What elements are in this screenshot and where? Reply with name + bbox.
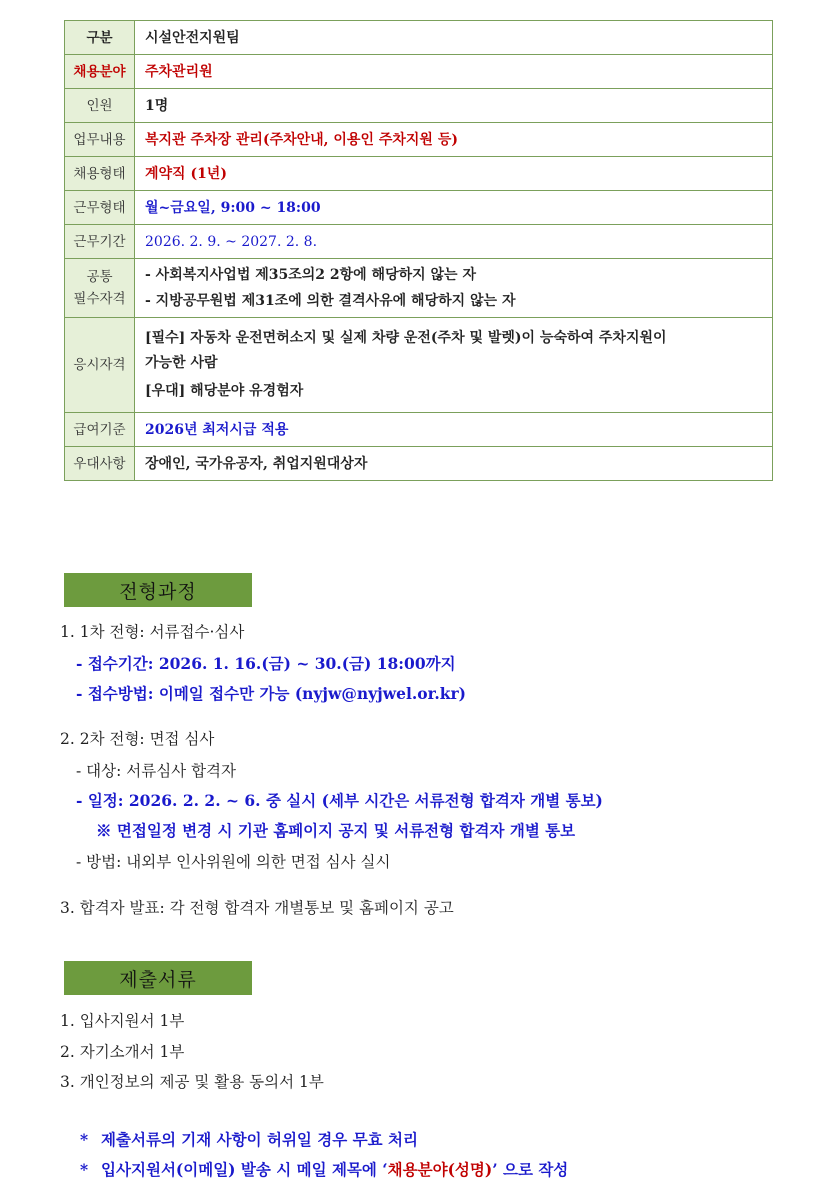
table-row xyxy=(65,191,773,225)
row-label: 근무기간 xyxy=(65,225,135,259)
row-label: 근무형태 xyxy=(65,191,135,225)
table-row xyxy=(65,413,773,447)
row-value: 1명 xyxy=(135,89,773,123)
recruitment-info-table xyxy=(64,20,773,481)
row-label-line: 필수자격 xyxy=(73,291,126,307)
table-row xyxy=(65,318,773,413)
qualification-line: - 지방공무원법 제31조에 의한 결격사유에 해당하지 않는 자 xyxy=(145,293,516,309)
process-step-1-method: - 접수방법: 이메일 접수만 가능 (nyjw@nyjwel.or.kr) xyxy=(76,684,466,703)
process-step-1-period: - 접수기간: 2026. 1. 16.(금) ~ 30.(금) 18:00까지 xyxy=(76,654,456,673)
row-value xyxy=(135,318,773,413)
row-value: 계약직 (1년) xyxy=(135,157,773,191)
row-label: 구분 xyxy=(65,21,135,55)
process-step-2-target: - 대상: 서류심사 합격자 xyxy=(76,762,236,780)
row-value: 2026. 2. 9. ~ 2027. 2. 8. xyxy=(135,225,773,259)
requirement-line: [필수] 자동차 운전면허소지 및 실제 차량 운전(주차 및 발렛)이 능숙하여 주차지원이 xyxy=(145,330,667,346)
row-label: 우대사항 xyxy=(65,447,135,481)
row-label: 급여기준 xyxy=(65,413,135,447)
requirement-line: 가능한 사람 xyxy=(145,355,218,371)
process-step-2-schedule: - 일정: 2026. 2. 2. ~ 6. 중 실시 (세부 시간은 서류전형 합격자 개별 통보) xyxy=(76,791,603,810)
row-label: 인원 xyxy=(65,89,135,123)
process-step-2-note: ※ 면접일정 변경 시 기관 홈페이지 공지 및 서류전형 합격자 개별 통보 xyxy=(96,821,576,840)
row-value xyxy=(135,259,773,318)
note-highlight: 채용분야(성명) xyxy=(387,1160,493,1179)
row-value: 복지관 주차장 관리(주차안내, 이용인 주차지원 등) xyxy=(135,123,773,157)
row-label: 응시자격 xyxy=(65,318,135,413)
process-step-1: 1. 1차 전형: 서류접수·심사 xyxy=(60,623,245,641)
table-row xyxy=(65,89,773,123)
process-step-2-method: - 방법: 내외부 인사위원에 의한 면접 심사 실시 xyxy=(76,853,391,871)
table-row xyxy=(65,225,773,259)
preferred-line: [우대] 해당분야 유경험자 xyxy=(145,383,304,399)
row-label xyxy=(65,259,135,318)
document-note-1 xyxy=(80,1128,418,1150)
table-row xyxy=(65,55,773,89)
row-label-line: 공통 xyxy=(86,269,113,285)
row-value: 주차관리원 xyxy=(135,55,773,89)
documents-section-title: 제출서류 xyxy=(64,961,252,995)
row-value: 시설안전지원팀 xyxy=(135,21,773,55)
document-item-1: 1. 입사지원서 1부 xyxy=(60,1012,185,1030)
document-item-3: 3. 개인정보의 제공 및 활용 동의서 1부 xyxy=(60,1073,324,1091)
note-text: 제출서류의 기재 사항이 허위일 경우 무효 처리 xyxy=(101,1130,418,1149)
note-text: ’ 으로 작성 xyxy=(492,1160,569,1179)
table-row xyxy=(65,447,773,481)
table-row xyxy=(65,21,773,55)
qualification-line: - 사회복지사업법 제35조의2 2항에 해당하지 않는 자 xyxy=(145,267,476,283)
row-value: 월~금요일, 9:00 ~ 18:00 xyxy=(135,191,773,225)
note-text: 입사지원서(이메일) 발송 시 메일 제목에 ‘ xyxy=(101,1160,388,1179)
row-value: 2026년 최저시급 적용 xyxy=(135,413,773,447)
table-row xyxy=(65,123,773,157)
row-value: 장애인, 국가유공자, 취업지원대상자 xyxy=(135,447,773,481)
row-label: 업무내용 xyxy=(65,123,135,157)
table-row xyxy=(65,157,773,191)
process-step-3: 3. 합격자 발표: 각 전형 합격자 개별통보 및 홈페이지 공고 xyxy=(60,899,454,917)
row-label: 채용형태 xyxy=(65,157,135,191)
process-step-2: 2. 2차 전형: 면접 심사 xyxy=(60,730,215,748)
table-row xyxy=(65,259,773,318)
asterisk-icon: * xyxy=(80,1130,89,1149)
process-section-title: 전형과정 xyxy=(64,573,252,607)
row-label: 채용분야 xyxy=(65,55,135,89)
document-item-2: 2. 자기소개서 1부 xyxy=(60,1043,185,1061)
asterisk-icon: * xyxy=(80,1160,89,1179)
document-note-2 xyxy=(80,1158,568,1180)
